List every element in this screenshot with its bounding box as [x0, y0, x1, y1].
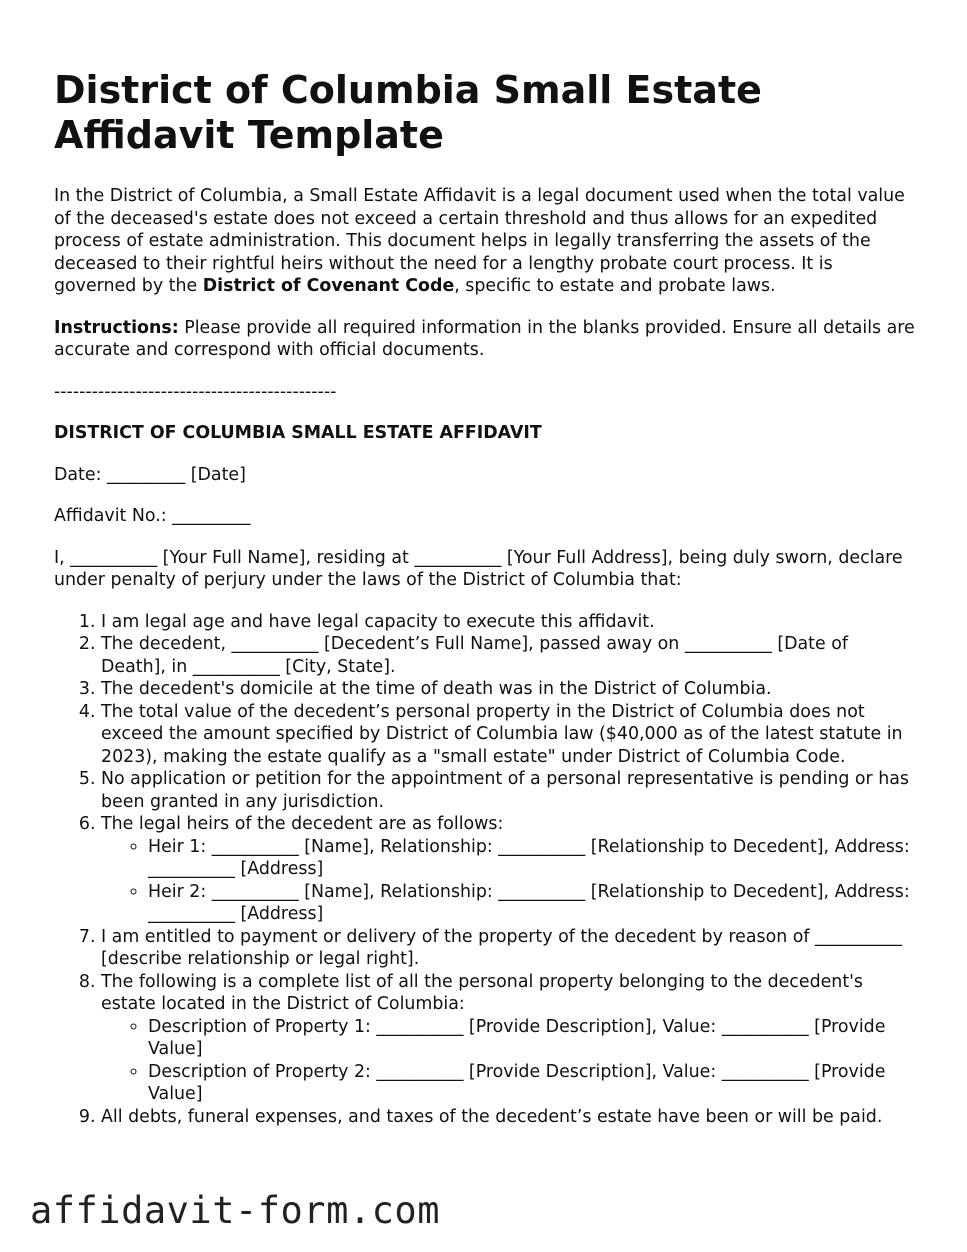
- property-intro: The following is a complete list of all the personal property belonging to the decedent's estate located in the District of Columbia:: [101, 971, 863, 1014]
- list-item: 2. The decedent, __________ [Decedent’s Full Name], passed away on __________ [Date of Death], in __________ [City, State].: [101, 633, 916, 678]
- document-page: [54, 68, 916, 1128]
- instructions-label: Instructions:: [54, 317, 179, 338]
- list-item: 9. All debts, funeral expenses, and taxes of the decedent’s estate have been or will be paid.: [101, 1106, 916, 1129]
- declaration-paragraph: I, __________ [Your Full Name], residing at __________ [Your Full Address], being duly sworn, declare under penalty of perjury under the laws of the District of Columbia that:: [54, 547, 903, 590]
- list-item: 3. The decedent's domicile at the time of death was in the District of Columbia.: [101, 678, 916, 701]
- list-item: [101, 813, 916, 926]
- list-item: [101, 971, 916, 1106]
- intro-text-part2: , specific to estate and probate laws.: [454, 276, 776, 296]
- affidavit-statements-list: [54, 611, 916, 1129]
- heir-item: ◦ Heir 2: __________ [Name], Relationship: __________ [Relationship to Decedent], Address: __________ [Address]: [148, 881, 916, 926]
- separator-line: ---------------------------------------------: [54, 381, 337, 402]
- instructions-text: Please provide all required information in the blanks provided. Ensure all details are accurate and correspond with official documents.: [54, 317, 915, 360]
- intro-bold-code: District of Covenant Code: [202, 276, 455, 296]
- instructions-paragraph: [54, 317, 916, 362]
- affidavit-number-line: Affidavit No.: _________: [54, 506, 251, 526]
- property-list: [101, 1016, 916, 1106]
- property-item: ◦ Description of Property 1: __________ [Provide Description], Value: __________ [Provide Value]: [148, 1016, 916, 1061]
- form-heading: DISTRICT OF COLUMBIA SMALL ESTATE AFFIDAVIT: [54, 423, 542, 443]
- watermark: affidavit-form.com: [30, 1189, 440, 1232]
- heirs-list: [101, 836, 916, 926]
- list-item: 7. I am entitled to payment or delivery of the property of the decedent by reason of __________ [describe relationship or legal right].: [101, 926, 916, 971]
- list-item: 1. I am legal age and have legal capacity to execute this affidavit.: [101, 611, 916, 634]
- property-item: ◦ Description of Property 2: __________ [Provide Description], Value: __________ [Provide Value]: [148, 1061, 916, 1106]
- heirs-intro: The legal heirs of the decedent are as follows:: [101, 814, 504, 834]
- heir-item: ◦ Heir 1: __________ [Name], Relationship: __________ [Relationship to Decedent], Address: __________ [Address]: [148, 836, 916, 881]
- list-item: 4. The total value of the decedent’s personal property in the District of Columbia does not exceed the amount specified by District of Columbia law ($40,000 as of the latest statute in 2023), making the estate qualify as a "small estate" under District of Columbia Code.: [101, 701, 916, 769]
- page-title: District of Columbia Small Estate Affidavit Template: [54, 68, 762, 157]
- date-line: Date: _________ [Date]: [54, 464, 246, 485]
- intro-paragraph: [54, 185, 916, 298]
- intro-text-part1: In the District of Columbia, a Small Estate Affidavit is a legal document used when the total value of the deceased's estate does not exceed a certain threshold and thus allows for an expedited process of estate administration. This document helps in legally transferring the assets of the deceased to their rightful heirs without the need for a lengthy probate court process. It is governed by the: [54, 186, 905, 296]
- list-item: 5. No application or petition for the appointment of a personal representative is pending or has been granted in any jurisdiction.: [101, 768, 916, 813]
